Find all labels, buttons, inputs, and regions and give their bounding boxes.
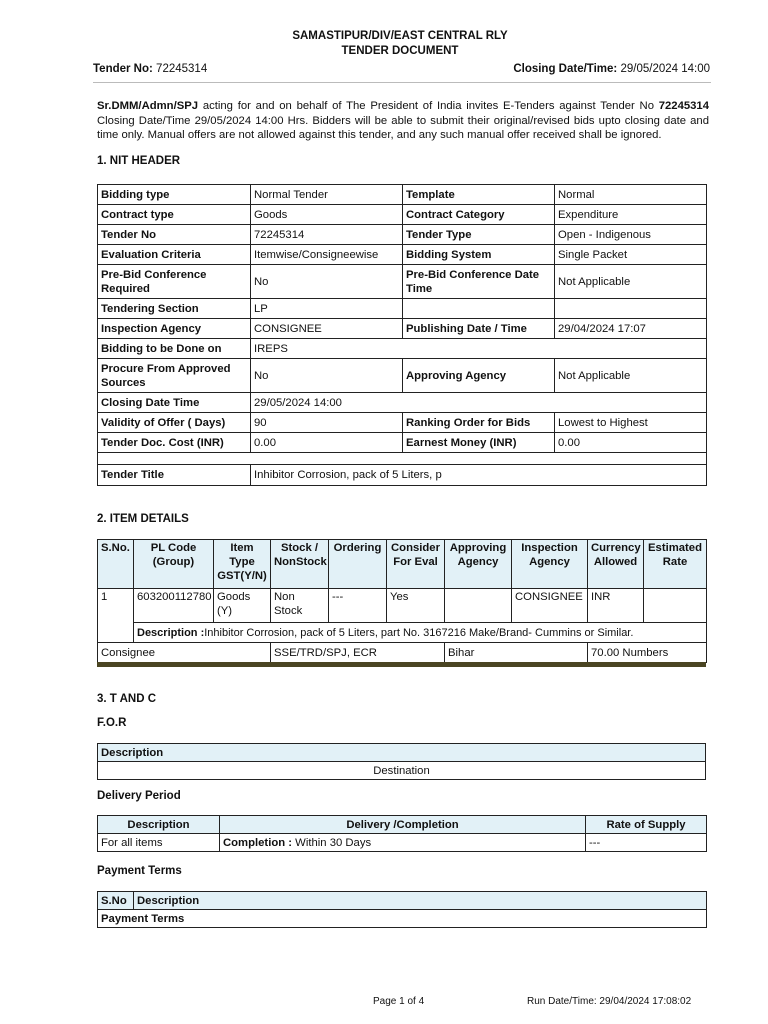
nit-value: Open - Indigenous: [555, 225, 707, 245]
nit-label: Approving Agency: [403, 359, 555, 393]
delivery-description: For all items: [98, 834, 220, 852]
nit-label: Tender Type: [403, 225, 555, 245]
section-nit-header: 1. NIT HEADER: [97, 155, 181, 167]
nit-label: Inspection Agency: [98, 319, 251, 339]
delivery-table: [97, 815, 707, 852]
item-cell: 1: [98, 589, 134, 643]
item-cell: Non Stock: [271, 589, 329, 623]
nit-label: Closing Date Time: [98, 393, 251, 413]
subsection-for: F.O.R: [97, 717, 127, 729]
closing-label: Closing Date/Time:: [513, 63, 618, 75]
description-text: Inhibitor Corrosion, pack of 5 Liters, part No. 3167216 Make/Brand- Cummins or Similar.: [204, 626, 634, 639]
nit-value: IREPS: [251, 339, 707, 359]
nit-label: Pre-Bid Conference Required: [98, 265, 251, 299]
tender-no-value: 72245314: [156, 63, 208, 75]
item-cell: Yes: [387, 589, 445, 623]
subsection-delivery-period: Delivery Period: [97, 790, 181, 802]
item-cell: CONSIGNEE: [512, 589, 588, 623]
nit-value: Not Applicable: [555, 359, 707, 393]
nit-value: Normal Tender: [251, 185, 403, 205]
nit-label: Contract type: [98, 205, 251, 225]
nit-row: [98, 185, 707, 205]
nit-value: Not Applicable: [555, 265, 707, 299]
nit-label: Tender Doc. Cost (INR): [98, 433, 251, 453]
nit-label: Validity of Offer ( Days): [98, 413, 251, 433]
page-number: Page 1 of 4: [373, 996, 425, 1007]
nit-value: 0.00: [251, 433, 403, 453]
item-col-header: Consider For Eval: [387, 540, 445, 589]
nit-value: 0.00: [555, 433, 707, 453]
payment-table: [97, 891, 707, 928]
item-col-header: Estimated Rate: [644, 540, 707, 589]
item-col-header: Stock / NonStock: [271, 540, 329, 589]
item-cell: Goods (Y): [214, 589, 271, 623]
nit-value: CONSIGNEE: [251, 319, 403, 339]
header-divider: [93, 82, 711, 83]
nit-empty-cell: [403, 299, 555, 319]
item-col-header: Ordering: [329, 540, 387, 589]
nit-label: Evaluation Criteria: [98, 245, 251, 265]
nit-row: [98, 413, 707, 433]
org-title: SAMASTIPUR/DIV/EAST CENTRAL RLY: [292, 30, 508, 42]
nit-value: Itemwise/Consigneewise: [251, 245, 403, 265]
nit-value: 72245314: [251, 225, 403, 245]
nit-row: [98, 339, 707, 359]
item-col-header: Item Type GST(Y/N): [214, 540, 271, 589]
intro-text-2: Closing Date/Time 29/05/2024 14:00 Hrs. Bidders will be able to submit their original/revised bids upto closing date and time only. Manual offers are not allowed against this tender, and any such manual offer received shall be ignored.: [97, 114, 709, 141]
item-col-header: Currency Allowed: [588, 540, 644, 589]
nit-value: 90: [251, 413, 403, 433]
tender-no-header: [93, 63, 207, 75]
nit-label: Procure From Approved Sources: [98, 359, 251, 393]
tender-title-label: Tender Title: [98, 465, 251, 486]
nit-label: Tendering Section: [98, 299, 251, 319]
intro-text-1: acting for and on behalf of The President of India invites E-Tenders against Tender No: [198, 100, 659, 112]
nit-row: [98, 245, 707, 265]
item-description-row: [98, 623, 707, 643]
nit-row: [98, 359, 707, 393]
tender-no-label: Tender No:: [93, 63, 153, 75]
item-col-header: PL Code (Group): [134, 540, 214, 589]
nit-value: 29/04/2024 17:07: [555, 319, 707, 339]
item-cell: 603200112780: [134, 589, 214, 623]
tender-title-value: Inhibitor Corrosion, pack of 5 Liters, p: [251, 465, 707, 486]
closing-value: 29/05/2024 14:00: [620, 63, 710, 75]
nit-value: Normal: [555, 185, 707, 205]
intro-tender-no: 72245314: [658, 100, 709, 112]
nit-label: Contract Category: [403, 205, 555, 225]
payment-terms-row: Payment Terms: [98, 910, 707, 928]
item-details-table: [97, 539, 707, 663]
delivery-completion: [220, 834, 586, 852]
nit-value: Lowest to Highest: [555, 413, 707, 433]
section-item-details: 2. ITEM DETAILS: [97, 513, 189, 525]
consignee-row: [98, 643, 707, 663]
nit-row: [98, 393, 707, 413]
payment-col-header: S.No: [98, 892, 134, 910]
nit-value: Expenditure: [555, 205, 707, 225]
nit-row: [98, 265, 707, 299]
nit-row: [98, 205, 707, 225]
item-col-header: S.No.: [98, 540, 134, 589]
run-datetime: Run Date/Time: 29/04/2024 17:08:02: [527, 996, 692, 1007]
item-col-header: Approving Agency: [445, 540, 512, 589]
for-header: Description: [98, 744, 706, 762]
nit-label: Bidding System: [403, 245, 555, 265]
completion-value: Within 30 Days: [292, 836, 372, 849]
nit-value: Single Packet: [555, 245, 707, 265]
section-t-and-c: 3. T AND C: [97, 693, 156, 705]
consignee-label: Consignee: [98, 643, 271, 663]
document-title: TENDER DOCUMENT: [341, 45, 459, 57]
nit-row: [98, 225, 707, 245]
completion-label: Completion :: [223, 836, 293, 849]
item-cell: ---: [329, 589, 387, 623]
nit-value: No: [251, 265, 403, 299]
item-table-bottom-bar: [97, 662, 706, 667]
intro-officer: Sr.DMM/Admn/SPJ: [97, 100, 199, 112]
nit-value: LP: [251, 299, 403, 319]
nit-value: Goods: [251, 205, 403, 225]
description-label: Description :: [137, 626, 205, 639]
nit-label: Earnest Money (INR): [403, 433, 555, 453]
subsection-payment-terms: Payment Terms: [97, 865, 182, 877]
item-col-header: Inspection Agency: [512, 540, 588, 589]
delivery-col-header: Description: [98, 816, 220, 834]
closing-date-header: [513, 63, 710, 75]
nit-spacer-row: [98, 453, 707, 465]
rate-of-supply: ---: [586, 834, 707, 852]
item-cell: INR: [588, 589, 644, 623]
item-description: [134, 623, 707, 643]
nit-table: [97, 184, 707, 486]
item-cell: [644, 589, 707, 623]
nit-label: Bidding to be Done on: [98, 339, 251, 359]
nit-empty-cell: [555, 299, 707, 319]
item-header-row: [98, 540, 707, 589]
nit-row: [98, 299, 707, 319]
consignee-name: SSE/TRD/SPJ, ECR: [271, 643, 445, 663]
nit-label: Ranking Order for Bids: [403, 413, 555, 433]
nit-row: [98, 465, 707, 486]
nit-label: Template: [403, 185, 555, 205]
consignee-quantity: 70.00 Numbers: [588, 643, 707, 663]
delivery-col-header: Rate of Supply: [586, 816, 707, 834]
for-table: [97, 743, 706, 780]
item-cell: [445, 589, 512, 623]
for-value: Destination: [98, 762, 706, 780]
item-row: [98, 589, 707, 623]
nit-label: Pre-Bid Conference Date Time: [403, 265, 555, 299]
nit-value: 29/05/2024 14:00: [251, 393, 707, 413]
nit-label: Bidding type: [98, 185, 251, 205]
consignee-state: Bihar: [445, 643, 588, 663]
intro-paragraph: [97, 99, 709, 143]
delivery-col-header: Delivery /Completion: [220, 816, 586, 834]
nit-value: No: [251, 359, 403, 393]
payment-col-header: Description: [134, 892, 707, 910]
nit-label: Publishing Date / Time: [403, 319, 555, 339]
nit-row: [98, 433, 707, 453]
nit-row: [98, 319, 707, 339]
nit-label: Tender No: [98, 225, 251, 245]
